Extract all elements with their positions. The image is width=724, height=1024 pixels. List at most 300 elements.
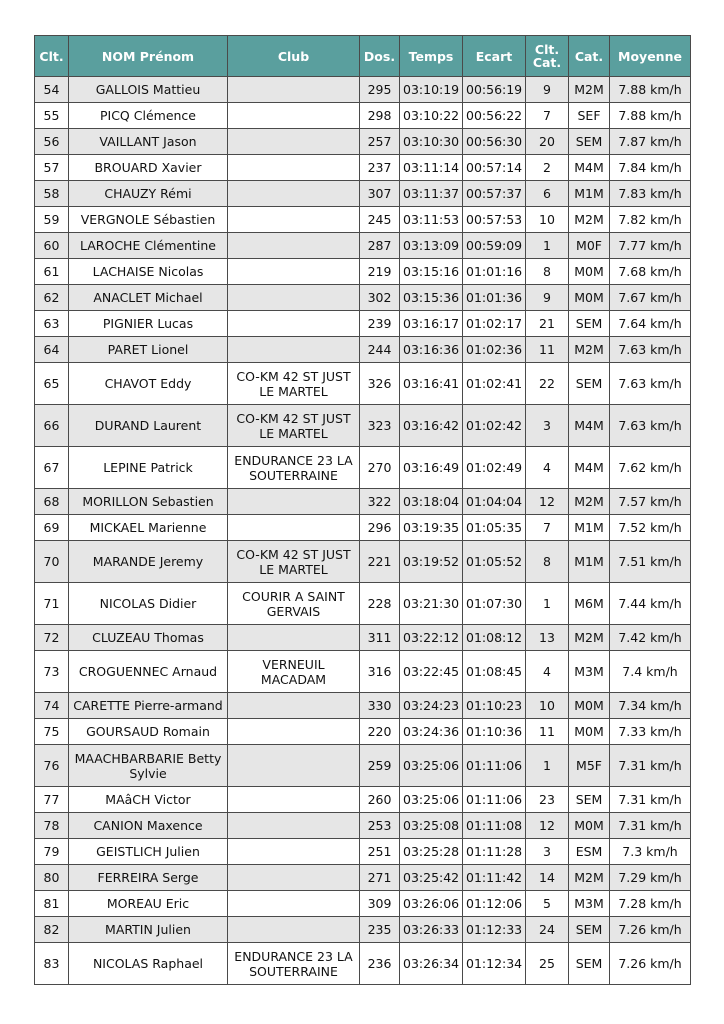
- cell-club: [228, 891, 360, 917]
- cell-temps: 03:15:36: [400, 285, 463, 311]
- cell-temps: 03:26:33: [400, 917, 463, 943]
- cell-moyenne: 7.4 km/h: [610, 651, 691, 693]
- cell-clt-cat: 21: [526, 311, 569, 337]
- cell-ecart: 01:10:36: [463, 719, 526, 745]
- cell-temps: 03:19:52: [400, 541, 463, 583]
- cell-moyenne: 7.26 km/h: [610, 917, 691, 943]
- cell-dossard: 253: [360, 813, 400, 839]
- cell-temps: 03:10:19: [400, 77, 463, 103]
- cell-clt-cat: 11: [526, 337, 569, 363]
- cell-moyenne: 7.57 km/h: [610, 489, 691, 515]
- table-row: [35, 207, 691, 233]
- cell-clt-cat: 8: [526, 259, 569, 285]
- cell-clt-cat: 1: [526, 233, 569, 259]
- cell-moyenne: 7.84 km/h: [610, 155, 691, 181]
- cell-clt: 75: [35, 719, 69, 745]
- cell-ecart: 01:04:04: [463, 489, 526, 515]
- cell-dossard: 311: [360, 625, 400, 651]
- header-cat: Cat.: [569, 36, 610, 77]
- header-row: [35, 36, 691, 77]
- cell-temps: 03:24:36: [400, 719, 463, 745]
- cell-clt-cat: 4: [526, 447, 569, 489]
- table-row: [35, 259, 691, 285]
- cell-cat: SEM: [569, 363, 610, 405]
- table-row: [35, 233, 691, 259]
- cell-cat: M2M: [569, 337, 610, 363]
- cell-clt: 56: [35, 129, 69, 155]
- cell-dossard: 298: [360, 103, 400, 129]
- cell-temps: 03:25:42: [400, 865, 463, 891]
- cell-moyenne: 7.26 km/h: [610, 943, 691, 985]
- cell-clt: 62: [35, 285, 69, 311]
- cell-ecart: 01:11:06: [463, 745, 526, 787]
- cell-club: [228, 719, 360, 745]
- table-row: [35, 77, 691, 103]
- cell-moyenne: 7.31 km/h: [610, 787, 691, 813]
- cell-name: MARTIN Julien: [69, 917, 228, 943]
- cell-temps: 03:25:28: [400, 839, 463, 865]
- cell-ecart: 01:12:34: [463, 943, 526, 985]
- cell-name: MAACHBARBARIE Betty Sylvie: [69, 745, 228, 787]
- cell-club: [228, 311, 360, 337]
- cell-clt-cat: 23: [526, 787, 569, 813]
- cell-clt-cat: 13: [526, 625, 569, 651]
- cell-club: [228, 625, 360, 651]
- cell-clt-cat: 6: [526, 181, 569, 207]
- cell-ecart: 01:11:06: [463, 787, 526, 813]
- cell-clt-cat: 14: [526, 865, 569, 891]
- cell-clt: 59: [35, 207, 69, 233]
- cell-moyenne: 7.64 km/h: [610, 311, 691, 337]
- cell-name: MAâCH Victor: [69, 787, 228, 813]
- cell-name: CLUZEAU Thomas: [69, 625, 228, 651]
- cell-name: CHAVOT Eddy: [69, 363, 228, 405]
- cell-temps: 03:22:45: [400, 651, 463, 693]
- cell-clt-cat: 4: [526, 651, 569, 693]
- cell-clt-cat: 9: [526, 77, 569, 103]
- table-row: [35, 917, 691, 943]
- cell-moyenne: 7.87 km/h: [610, 129, 691, 155]
- cell-clt-cat: 24: [526, 917, 569, 943]
- cell-cat: ESM: [569, 839, 610, 865]
- cell-name: CHAUZY Rémi: [69, 181, 228, 207]
- cell-name: CROGUENNEC Arnaud: [69, 651, 228, 693]
- table-row: [35, 337, 691, 363]
- cell-dossard: 239: [360, 311, 400, 337]
- header-dossard: Dos.: [360, 36, 400, 77]
- cell-dossard: 260: [360, 787, 400, 813]
- cell-cat: M3M: [569, 651, 610, 693]
- table-row: [35, 363, 691, 405]
- table-row: [35, 489, 691, 515]
- cell-clt-cat: 20: [526, 129, 569, 155]
- cell-name: FERREIRA Serge: [69, 865, 228, 891]
- cell-club: [228, 337, 360, 363]
- header-clt: Clt.: [35, 36, 69, 77]
- cell-clt-cat: 5: [526, 891, 569, 917]
- cell-club: [228, 917, 360, 943]
- cell-cat: M2M: [569, 865, 610, 891]
- cell-name: ANACLET Michael: [69, 285, 228, 311]
- cell-moyenne: 7.63 km/h: [610, 363, 691, 405]
- cell-dossard: 220: [360, 719, 400, 745]
- cell-cat: M0M: [569, 285, 610, 311]
- cell-clt: 82: [35, 917, 69, 943]
- cell-temps: 03:16:49: [400, 447, 463, 489]
- cell-clt: 74: [35, 693, 69, 719]
- cell-moyenne: 7.77 km/h: [610, 233, 691, 259]
- cell-clt: 63: [35, 311, 69, 337]
- cell-cat: M2M: [569, 625, 610, 651]
- cell-temps: 03:25:08: [400, 813, 463, 839]
- cell-ecart: 00:59:09: [463, 233, 526, 259]
- cell-cat: SEM: [569, 943, 610, 985]
- cell-cat: SEM: [569, 787, 610, 813]
- cell-temps: 03:11:14: [400, 155, 463, 181]
- table-row: [35, 583, 691, 625]
- header-temps: Temps: [400, 36, 463, 77]
- cell-club: [228, 865, 360, 891]
- cell-dossard: 259: [360, 745, 400, 787]
- cell-ecart: 01:01:36: [463, 285, 526, 311]
- cell-ecart: 01:11:28: [463, 839, 526, 865]
- cell-moyenne: 7.31 km/h: [610, 813, 691, 839]
- cell-club: [228, 181, 360, 207]
- cell-moyenne: 7.62 km/h: [610, 447, 691, 489]
- table-row: [35, 787, 691, 813]
- cell-ecart: 01:07:30: [463, 583, 526, 625]
- cell-club: [228, 813, 360, 839]
- cell-temps: 03:25:06: [400, 787, 463, 813]
- cell-name: PARET Lionel: [69, 337, 228, 363]
- cell-name: GALLOIS Mattieu: [69, 77, 228, 103]
- cell-clt-cat: 25: [526, 943, 569, 985]
- cell-moyenne: 7.51 km/h: [610, 541, 691, 583]
- cell-temps: 03:21:30: [400, 583, 463, 625]
- cell-dossard: 287: [360, 233, 400, 259]
- cell-ecart: 01:02:17: [463, 311, 526, 337]
- cell-clt: 71: [35, 583, 69, 625]
- cell-temps: 03:13:09: [400, 233, 463, 259]
- cell-name: MICKAEL Marienne: [69, 515, 228, 541]
- cell-moyenne: 7.29 km/h: [610, 865, 691, 891]
- cell-moyenne: 7.63 km/h: [610, 337, 691, 363]
- cell-clt-cat: 7: [526, 515, 569, 541]
- cell-club: [228, 207, 360, 233]
- cell-club: [228, 745, 360, 787]
- cell-clt: 68: [35, 489, 69, 515]
- cell-ecart: 01:08:12: [463, 625, 526, 651]
- cell-ecart: 00:56:22: [463, 103, 526, 129]
- cell-clt-cat: 9: [526, 285, 569, 311]
- cell-ecart: 00:57:53: [463, 207, 526, 233]
- cell-club: [228, 129, 360, 155]
- cell-name: NICOLAS Didier: [69, 583, 228, 625]
- cell-clt-cat: 11: [526, 719, 569, 745]
- cell-name: LAROCHE Clémentine: [69, 233, 228, 259]
- table-row: [35, 285, 691, 311]
- cell-clt: 79: [35, 839, 69, 865]
- cell-moyenne: 7.42 km/h: [610, 625, 691, 651]
- cell-clt: 57: [35, 155, 69, 181]
- cell-moyenne: 7.44 km/h: [610, 583, 691, 625]
- cell-name: LEPINE Patrick: [69, 447, 228, 489]
- cell-name: VAILLANT Jason: [69, 129, 228, 155]
- cell-dossard: 307: [360, 181, 400, 207]
- table-row: [35, 943, 691, 985]
- table-row: [35, 839, 691, 865]
- table-row: [35, 515, 691, 541]
- cell-cat: M0M: [569, 719, 610, 745]
- cell-temps: 03:16:41: [400, 363, 463, 405]
- cell-club: VERNEUIL MACADAM: [228, 651, 360, 693]
- cell-dossard: 219: [360, 259, 400, 285]
- cell-ecart: 01:05:52: [463, 541, 526, 583]
- cell-name: LACHAISE Nicolas: [69, 259, 228, 285]
- cell-club: [228, 259, 360, 285]
- cell-moyenne: 7.82 km/h: [610, 207, 691, 233]
- table-row: [35, 155, 691, 181]
- cell-name: CARETTE Pierre-armand: [69, 693, 228, 719]
- cell-temps: 03:11:37: [400, 181, 463, 207]
- cell-name: GEISTLICH Julien: [69, 839, 228, 865]
- table-row: [35, 891, 691, 917]
- cell-clt-cat: 22: [526, 363, 569, 405]
- cell-cat: SEF: [569, 103, 610, 129]
- table-row: [35, 651, 691, 693]
- header-clt-cat: Clt. Cat.: [526, 36, 569, 77]
- cell-ecart: 01:02:42: [463, 405, 526, 447]
- cell-club: [228, 787, 360, 813]
- header-nom-prenom: NOM Prénom: [69, 36, 228, 77]
- cell-clt: 76: [35, 745, 69, 787]
- cell-clt-cat: 7: [526, 103, 569, 129]
- cell-ecart: 00:56:30: [463, 129, 526, 155]
- cell-moyenne: 7.28 km/h: [610, 891, 691, 917]
- cell-ecart: 01:11:08: [463, 813, 526, 839]
- cell-club: [228, 155, 360, 181]
- cell-moyenne: 7.88 km/h: [610, 103, 691, 129]
- cell-clt: 80: [35, 865, 69, 891]
- cell-cat: M1M: [569, 541, 610, 583]
- header-ecart: Ecart: [463, 36, 526, 77]
- cell-temps: 03:16:42: [400, 405, 463, 447]
- cell-ecart: 01:11:42: [463, 865, 526, 891]
- cell-clt: 70: [35, 541, 69, 583]
- cell-cat: M0M: [569, 693, 610, 719]
- cell-temps: 03:10:22: [400, 103, 463, 129]
- cell-ecart: 01:10:23: [463, 693, 526, 719]
- cell-moyenne: 7.34 km/h: [610, 693, 691, 719]
- cell-cat: SEM: [569, 129, 610, 155]
- cell-dossard: 236: [360, 943, 400, 985]
- cell-cat: M1M: [569, 515, 610, 541]
- cell-club: CO-KM 42 ST JUST LE MARTEL: [228, 363, 360, 405]
- cell-clt: 67: [35, 447, 69, 489]
- cell-clt: 55: [35, 103, 69, 129]
- cell-dossard: 330: [360, 693, 400, 719]
- cell-moyenne: 7.68 km/h: [610, 259, 691, 285]
- cell-ecart: 01:02:36: [463, 337, 526, 363]
- cell-moyenne: 7.83 km/h: [610, 181, 691, 207]
- cell-club: CO-KM 42 ST JUST LE MARTEL: [228, 405, 360, 447]
- cell-clt-cat: 8: [526, 541, 569, 583]
- table-row: [35, 865, 691, 891]
- cell-name: PIGNIER Lucas: [69, 311, 228, 337]
- header-moyenne: Moyenne: [610, 36, 691, 77]
- cell-club: ENDURANCE 23 LA SOUTERRAINE: [228, 447, 360, 489]
- cell-cat: M0M: [569, 813, 610, 839]
- cell-dossard: 237: [360, 155, 400, 181]
- cell-ecart: 01:12:06: [463, 891, 526, 917]
- cell-ecart: 00:57:37: [463, 181, 526, 207]
- table-row: [35, 103, 691, 129]
- cell-clt: 61: [35, 259, 69, 285]
- cell-clt-cat: 1: [526, 583, 569, 625]
- cell-cat: M2M: [569, 77, 610, 103]
- table-row: [35, 813, 691, 839]
- cell-clt: 60: [35, 233, 69, 259]
- cell-club: [228, 489, 360, 515]
- cell-cat: M4M: [569, 405, 610, 447]
- cell-ecart: 01:01:16: [463, 259, 526, 285]
- cell-clt: 54: [35, 77, 69, 103]
- table-row: [35, 311, 691, 337]
- cell-dossard: 221: [360, 541, 400, 583]
- cell-temps: 03:15:16: [400, 259, 463, 285]
- cell-ecart: 01:05:35: [463, 515, 526, 541]
- cell-temps: 03:22:12: [400, 625, 463, 651]
- cell-club: [228, 515, 360, 541]
- cell-cat: SEM: [569, 917, 610, 943]
- cell-dossard: 322: [360, 489, 400, 515]
- cell-temps: 03:25:06: [400, 745, 463, 787]
- table-row: [35, 405, 691, 447]
- cell-dossard: 271: [360, 865, 400, 891]
- cell-temps: 03:16:36: [400, 337, 463, 363]
- cell-dossard: 309: [360, 891, 400, 917]
- cell-cat: SEM: [569, 311, 610, 337]
- cell-club: ENDURANCE 23 LA SOUTERRAINE: [228, 943, 360, 985]
- cell-ecart: 01:02:41: [463, 363, 526, 405]
- cell-dossard: 251: [360, 839, 400, 865]
- cell-clt: 58: [35, 181, 69, 207]
- cell-dossard: 323: [360, 405, 400, 447]
- cell-clt-cat: 3: [526, 405, 569, 447]
- cell-clt: 83: [35, 943, 69, 985]
- cell-clt: 65: [35, 363, 69, 405]
- cell-moyenne: 7.33 km/h: [610, 719, 691, 745]
- cell-clt: 73: [35, 651, 69, 693]
- cell-clt: 81: [35, 891, 69, 917]
- cell-cat: M4M: [569, 155, 610, 181]
- cell-moyenne: 7.3 km/h: [610, 839, 691, 865]
- cell-dossard: 326: [360, 363, 400, 405]
- cell-temps: 03:26:06: [400, 891, 463, 917]
- table-row: [35, 693, 691, 719]
- cell-club: [228, 233, 360, 259]
- cell-temps: 03:10:30: [400, 129, 463, 155]
- cell-temps: 03:19:35: [400, 515, 463, 541]
- cell-ecart: 01:08:45: [463, 651, 526, 693]
- cell-club: [228, 285, 360, 311]
- cell-moyenne: 7.52 km/h: [610, 515, 691, 541]
- cell-dossard: 244: [360, 337, 400, 363]
- cell-ecart: 01:02:49: [463, 447, 526, 489]
- cell-name: NICOLAS Raphael: [69, 943, 228, 985]
- cell-club: [228, 839, 360, 865]
- cell-ecart: 00:56:19: [463, 77, 526, 103]
- cell-dossard: 316: [360, 651, 400, 693]
- table-row: [35, 745, 691, 787]
- cell-club: COURIR A SAINT GERVAIS: [228, 583, 360, 625]
- cell-moyenne: 7.67 km/h: [610, 285, 691, 311]
- cell-clt: 72: [35, 625, 69, 651]
- cell-clt: 78: [35, 813, 69, 839]
- cell-moyenne: 7.31 km/h: [610, 745, 691, 787]
- cell-clt-cat: 2: [526, 155, 569, 181]
- cell-cat: M0F: [569, 233, 610, 259]
- cell-dossard: 257: [360, 129, 400, 155]
- cell-temps: 03:26:34: [400, 943, 463, 985]
- table-row: [35, 719, 691, 745]
- cell-club: [228, 693, 360, 719]
- cell-dossard: 270: [360, 447, 400, 489]
- cell-cat: M0M: [569, 259, 610, 285]
- header-club: Club: [228, 36, 360, 77]
- cell-name: BROUARD Xavier: [69, 155, 228, 181]
- cell-clt-cat: 12: [526, 489, 569, 515]
- cell-dossard: 235: [360, 917, 400, 943]
- cell-name: MOREAU Eric: [69, 891, 228, 917]
- cell-clt: 69: [35, 515, 69, 541]
- cell-moyenne: 7.88 km/h: [610, 77, 691, 103]
- cell-name: MORILLON Sebastien: [69, 489, 228, 515]
- cell-club: [228, 77, 360, 103]
- cell-cat: M4M: [569, 447, 610, 489]
- cell-ecart: 01:12:33: [463, 917, 526, 943]
- cell-cat: M2M: [569, 489, 610, 515]
- cell-cat: M2M: [569, 207, 610, 233]
- cell-dossard: 245: [360, 207, 400, 233]
- cell-clt-cat: 10: [526, 207, 569, 233]
- table-row: [35, 447, 691, 489]
- cell-cat: M3M: [569, 891, 610, 917]
- cell-clt: 77: [35, 787, 69, 813]
- cell-clt-cat: 10: [526, 693, 569, 719]
- results-table: [34, 35, 691, 985]
- cell-clt-cat: 12: [526, 813, 569, 839]
- table-row: [35, 129, 691, 155]
- cell-name: GOURSAUD Romain: [69, 719, 228, 745]
- cell-name: CANION Maxence: [69, 813, 228, 839]
- cell-dossard: 295: [360, 77, 400, 103]
- cell-club: CO-KM 42 ST JUST LE MARTEL: [228, 541, 360, 583]
- cell-cat: M5F: [569, 745, 610, 787]
- cell-name: VERGNOLE Sébastien: [69, 207, 228, 233]
- cell-clt-cat: 3: [526, 839, 569, 865]
- cell-dossard: 228: [360, 583, 400, 625]
- cell-dossard: 302: [360, 285, 400, 311]
- cell-name: PICQ Clémence: [69, 103, 228, 129]
- cell-temps: 03:16:17: [400, 311, 463, 337]
- cell-temps: 03:11:53: [400, 207, 463, 233]
- cell-temps: 03:18:04: [400, 489, 463, 515]
- cell-dossard: 296: [360, 515, 400, 541]
- cell-club: [228, 103, 360, 129]
- table-row: [35, 541, 691, 583]
- table-row: [35, 181, 691, 207]
